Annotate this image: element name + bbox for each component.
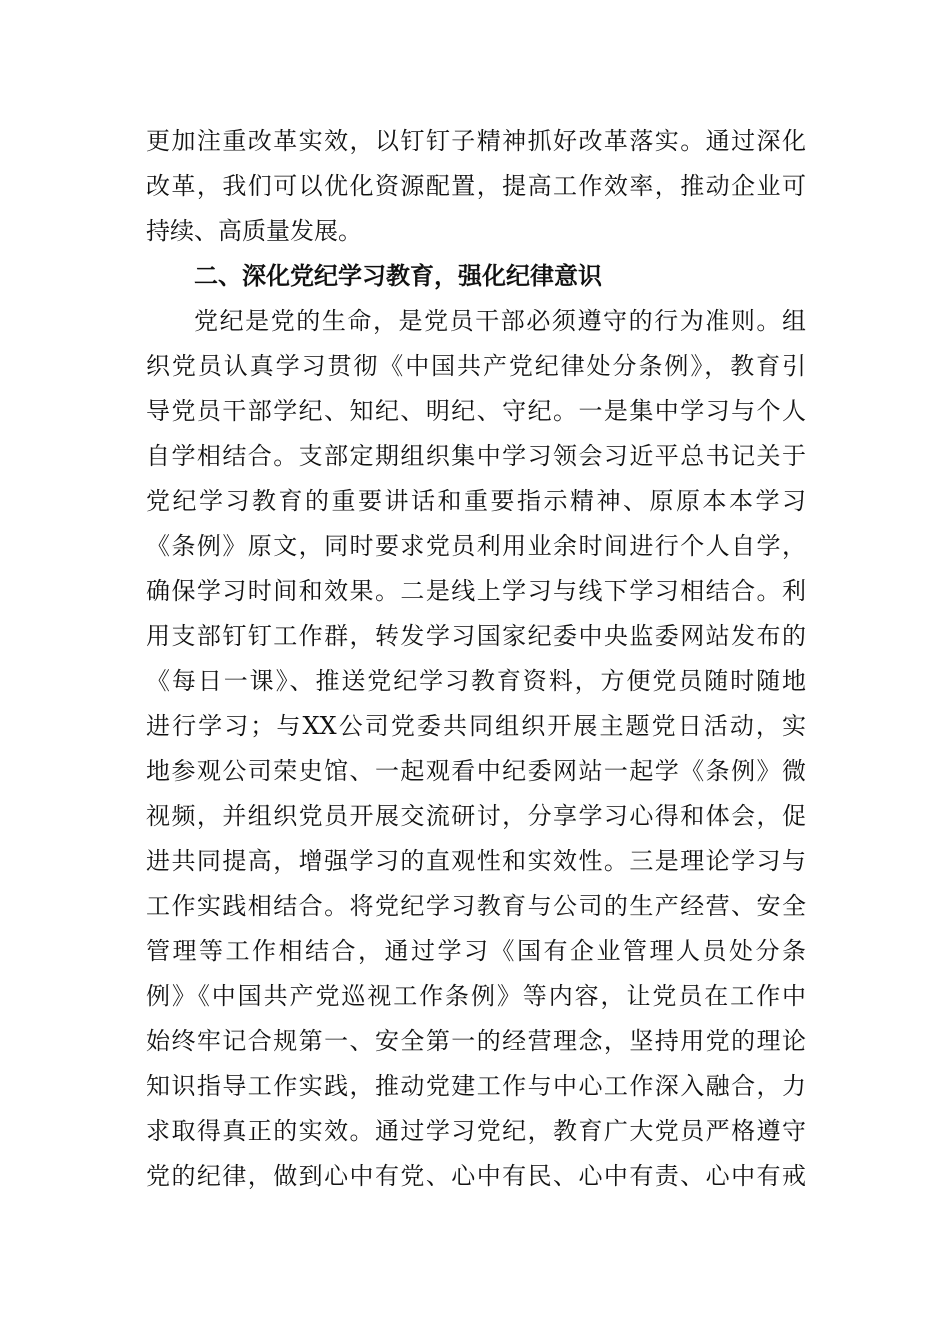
para1-line-2: 改革，我们可以优化资源配置，提高工作效率，推动企业可 [146,172,806,200]
para2-line-10: 进行学习；与XX公司党委共同组织开展主题党日活动，实 [146,712,806,740]
para2-line-8: 用支部钉钉工作群，转发学习国家纪委中央监委网站发布的 [146,622,806,650]
para2-line-14: 工作实践相结合。将党纪学习教育与公司的生产经营、安全 [146,892,806,920]
para2-line-12: 视频，并组织党员开展交流研讨，分享学习心得和体会，促 [146,802,806,830]
para1-line-3: 持续、高质量发展。 [146,217,362,245]
para2-line-20: 党的纪律，做到心中有党、心中有民、心中有责、心中有戒 [146,1162,806,1190]
para2-line-6: 《条例》原文，同时要求党员利用业余时间进行个人自学， [146,532,806,560]
para2-line-18: 知识指导工作实践，推动党建工作与中心工作深入融合，力 [146,1072,806,1100]
para2-line-13: 进共同提高，增强学习的直观性和实效性。三是理论学习与 [146,847,806,875]
para2-line-2: 织党员认真学习贯彻《中国共产党纪律处分条例》，教育引 [146,352,806,380]
section-heading: 二、深化党纪学习教育，强化纪律意识 [194,262,602,290]
para2-line-4: 自学相结合。支部定期组织集中学习领会习近平总书记关于 [146,442,806,470]
para2-line-1: 党纪是党的生命，是党员干部必须遵守的行为准则。组 [194,307,806,335]
para2-line-11: 地参观公司荣史馆、一起观看中纪委网站一起学《条例》微 [146,757,806,785]
para2-line-7: 确保学习时间和效果。二是线上学习与线下学习相结合。利 [146,577,806,605]
para2-line-9: 《每日一课》、推送党纪学习教育资料，方便党员随时随地 [146,667,806,695]
para1-line-1: 更加注重改革实效，以钉钉子精神抓好改革落实。通过深化 [146,127,806,155]
para2-line-16: 例》《中国共产党巡视工作条例》等内容，让党员在工作中 [146,982,806,1010]
para2-line-19: 求取得真正的实效。通过学习党纪，教育广大党员严格遵守 [146,1117,806,1145]
para2-line-17: 始终牢记合规第一、安全第一的经营理念，坚持用党的理论 [146,1027,806,1055]
para2-line-15: 管理等工作相结合，通过学习《国有企业管理人员处分条 [146,937,806,965]
para2-line-3: 导党员干部学纪、知纪、明纪、守纪。一是集中学习与个人 [146,397,806,425]
para2-line-5: 党纪学习教育的重要讲话和重要指示精神、原原本本学习 [146,487,806,515]
